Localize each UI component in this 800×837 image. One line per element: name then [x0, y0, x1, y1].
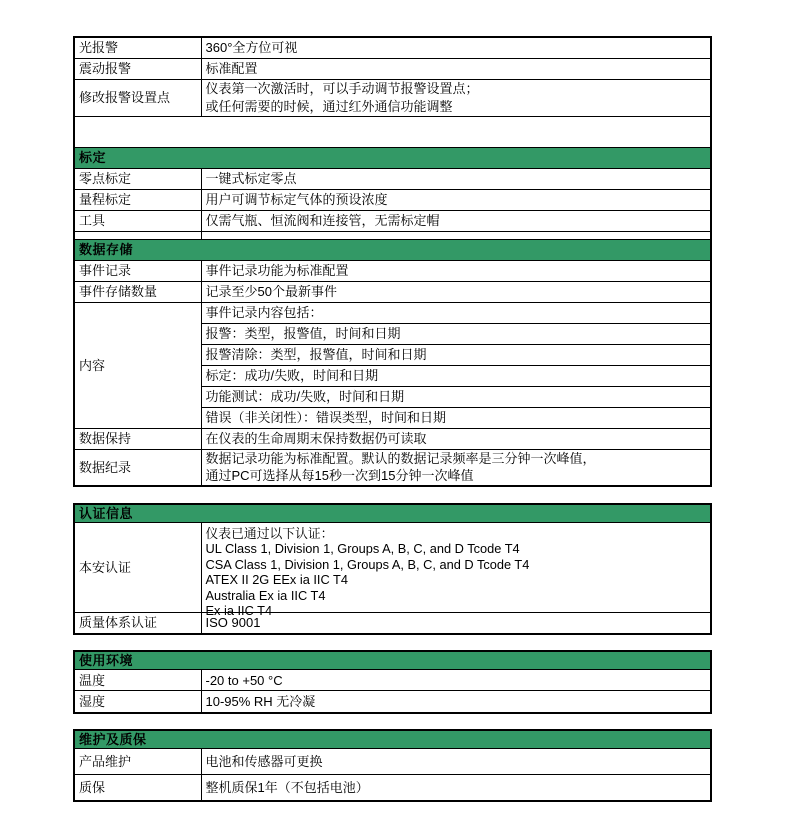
- content-line: 功能测试：成功/失败，时间和日期: [201, 386, 711, 407]
- row-label: 修改报警设置点: [74, 79, 201, 116]
- section-header-row: [74, 651, 711, 670]
- cert-line: CSA Class 1, Division 1, Groups A, B, C, and D Tcode T4: [205, 556, 530, 572]
- row-value: 记录至少50个最新事件: [201, 281, 711, 302]
- table-row: [74, 691, 711, 713]
- content-line: 错误（非关闭性）：错误类型，时间和日期: [201, 407, 711, 428]
- row-value: [201, 79, 711, 116]
- table-row: [74, 428, 711, 449]
- row-label: 震动报警: [74, 58, 201, 79]
- row-label: 量程标定: [74, 189, 201, 210]
- row-value: 在仪表的生命周期末保持数据仍可读取: [201, 428, 711, 449]
- empty-cell: [74, 116, 711, 147]
- value-line: 仪表第一次激活时，可以手动调节报警设置点；: [205, 81, 479, 96]
- row-value: 仅需气瓶、恒流阀和连接管，无需标定帽: [201, 210, 711, 231]
- row-value: 电池和传感器可更换: [201, 749, 711, 775]
- row-value: [201, 523, 711, 618]
- table-row: [74, 302, 711, 323]
- environment-table: [73, 650, 712, 714]
- certification-table: [73, 503, 712, 635]
- row-label: 质量体系认证: [74, 613, 201, 634]
- section-header-row: [74, 504, 711, 523]
- row-label: 零点标定: [74, 168, 201, 189]
- table-row: [74, 37, 711, 58]
- section-header-row: [74, 147, 711, 168]
- row-label: 事件记录: [74, 260, 201, 281]
- row-value: 用户可调节标定气体的预设浓度: [201, 189, 711, 210]
- alarm-calibration-storage-table: [73, 36, 712, 487]
- table-row: [74, 58, 711, 79]
- row-label: 事件存储数量: [74, 281, 201, 302]
- section-header-calibration: 标定: [74, 147, 711, 168]
- empty-row: [74, 116, 711, 147]
- row-value: -20 to +50 °C: [201, 670, 711, 691]
- table-row: [74, 210, 711, 231]
- section-header-environment: 使用环境: [74, 651, 711, 670]
- table-row: [74, 168, 711, 189]
- row-value: ISO 9001: [201, 613, 711, 634]
- row-value: 整机质保1年（不包括电池）: [201, 775, 711, 801]
- row-value: 事件记录功能为标准配置: [201, 260, 711, 281]
- section-header-row: [74, 239, 711, 260]
- cert-line: 仪表已通过以下认证：: [205, 525, 334, 541]
- row-label: 数据纪录: [74, 449, 201, 486]
- section-header-certification: 认证信息: [74, 504, 711, 523]
- cert-line-clipped: Ex ia IIC T4: [205, 603, 273, 618]
- table-row: [74, 189, 711, 210]
- table-row: [74, 670, 711, 691]
- content-line: 标定：成功/失败，时间和日期: [201, 365, 711, 386]
- table-row: [74, 449, 711, 486]
- row-label: 温度: [74, 670, 201, 691]
- table-row: [74, 281, 711, 302]
- value-line: 或任何需要的时候，通过红外通信功能调整: [205, 98, 453, 114]
- empty-cell: [74, 231, 201, 239]
- maintenance-table: [73, 729, 712, 802]
- section-header-data-storage: 数据存储: [74, 239, 711, 260]
- cert-line: Australia Ex ia IIC T4: [205, 587, 326, 603]
- row-value: [201, 449, 711, 486]
- section-header-maintenance: 维护及质保: [74, 730, 711, 749]
- empty-row: [74, 231, 711, 239]
- content-line: 事件记录内容包括：: [201, 302, 711, 323]
- row-label: 工具: [74, 210, 201, 231]
- value-line: 通过PC可选择从每15秒一次到15分钟一次峰值: [205, 468, 474, 484]
- row-label: 质保: [74, 775, 201, 801]
- content-line: 报警：类型，报警值，时间和日期: [201, 323, 711, 344]
- cert-line: UL Class 1, Division 1, Groups A, B, C, and D Tcode T4: [205, 541, 520, 556]
- row-value: 10-95% RH 无冷凝: [201, 691, 711, 713]
- row-label: 光报警: [74, 37, 201, 58]
- row-label: 数据保持: [74, 428, 201, 449]
- row-value: 360°全方位可视: [201, 37, 711, 58]
- row-value: 一键式标定零点: [201, 168, 711, 189]
- table-row: [74, 775, 711, 801]
- content-line: 报警清除：类型，报警值，时间和日期: [201, 344, 711, 365]
- table-row: [74, 613, 711, 634]
- table-row: [74, 260, 711, 281]
- row-label: 本安认证: [74, 523, 201, 613]
- row-label: 产品维护: [74, 749, 201, 775]
- table-row: [74, 79, 711, 116]
- cert-line: ATEX II 2G EEx ia IIC T4: [205, 572, 348, 587]
- table-row: [74, 749, 711, 775]
- table-row: [74, 523, 711, 613]
- value-line: 数据记录功能为标准配置。默认的数据记录频率是三分钟一次峰值，: [205, 450, 596, 466]
- section-header-row: [74, 730, 711, 749]
- row-label: 湿度: [74, 691, 201, 713]
- certification-lines: [205, 525, 707, 618]
- row-value: 标准配置: [201, 58, 711, 79]
- empty-cell: [201, 231, 711, 239]
- row-label-content: 内容: [74, 302, 201, 428]
